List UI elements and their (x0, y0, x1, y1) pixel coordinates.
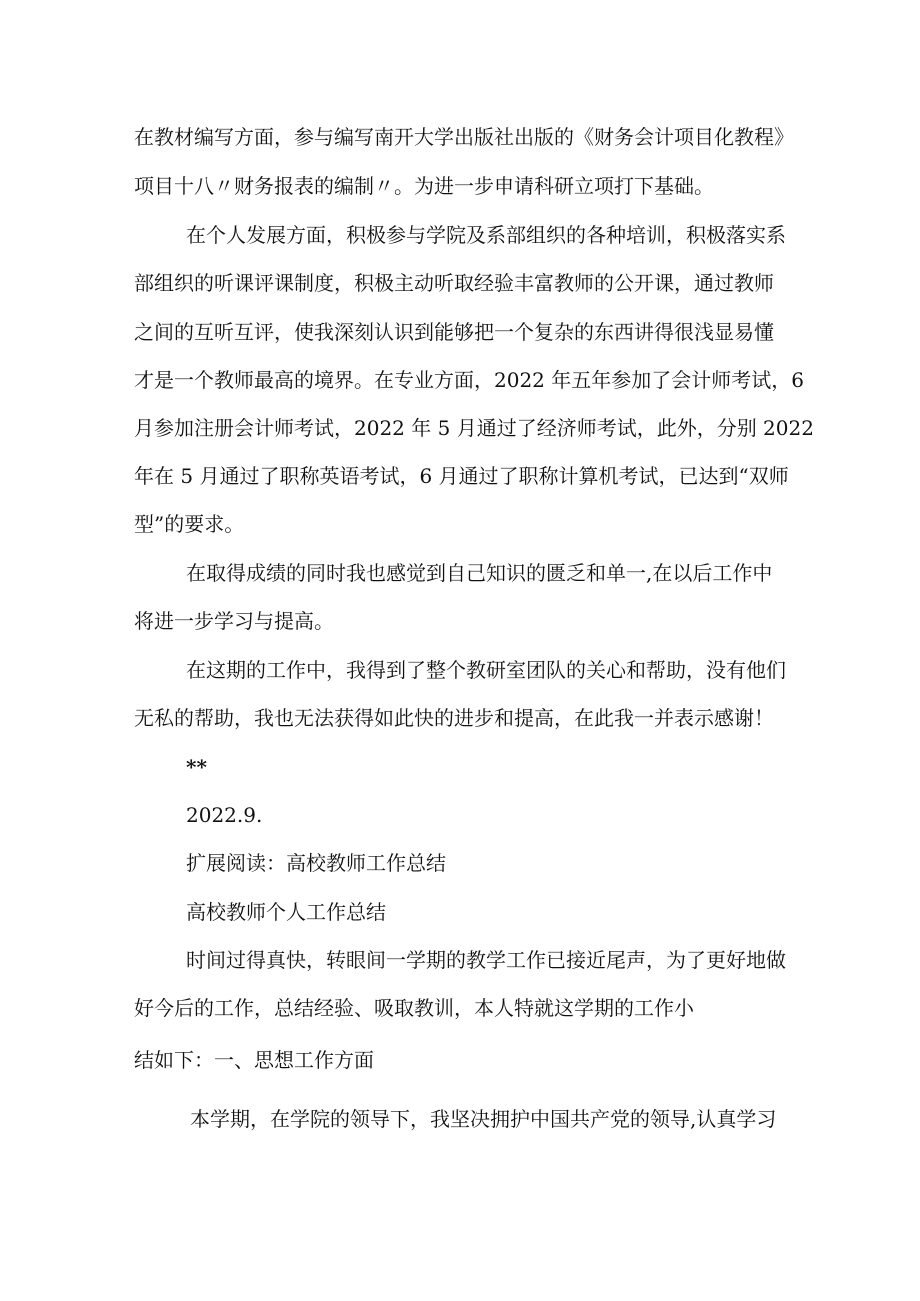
paragraph-1-line-1: 在教材编写方面，参与编写南开大学出版社出版的《财务会计项目化教程》 (134, 125, 794, 149)
signature: ** (186, 755, 207, 779)
paragraph-2-line-1: 在个人发展方面，积极参与学院及系部组织的各种培训，积极落实系 (186, 223, 786, 247)
paragraph-5-line-3: 结如下：一、思想工作方面 (134, 1048, 374, 1072)
paragraph-2-line-6: 年在 5 月通过了职称英语考试，6 月通过了职称计算机考试，已达到“双师 (134, 464, 789, 488)
paragraph-6-line-1: 本学期，在学院的领导下，我坚决拥护中国共产党的领导,认真学习 (190, 1107, 777, 1131)
paragraph-2-line-5: 月参加注册会计师考试，2022 年 5 月通过了经济师考试，此外，分别 2022 (134, 416, 814, 440)
paragraph-2-line-4: 才是一个教师最高的境界。在专业方面，2022 年五年参加了会计师考试，6 (134, 368, 804, 392)
paragraph-2-line-7: 型”的要求。 (134, 512, 245, 536)
paragraph-3-line-2: 将进一步学习与提高。 (134, 609, 334, 633)
extended-reading-heading: 扩展阅读：高校教师工作总结 (186, 851, 446, 875)
section-subtitle: 高校教师个人工作总结 (186, 900, 386, 924)
date: 2022.9. (186, 803, 263, 827)
paragraph-2-line-3: 之间的互听互评，使我深刻认识到能够把一个复杂的东西讲得很浅显易懂 (134, 320, 774, 344)
paragraph-3-line-1: 在取得成绩的同时我也感觉到自己知识的匮乏和单一,在以后工作中 (186, 561, 773, 585)
paragraph-1-line-2: 项目十八〃财务报表的编制〃。为进一步申请科研立项打下基础。 (134, 174, 714, 198)
paragraph-4-line-1: 在这期的工作中，我得到了整个教研室团队的关心和帮助，没有他们 (186, 658, 786, 682)
paragraph-2-line-2: 部组织的听课评课制度，积极主动听取经验丰富教师的公开课，通过教师 (134, 271, 774, 295)
paragraph-5-line-2: 好今后的工作，总结经验、吸取教训，本人特就这学期的工作小 (134, 996, 694, 1020)
paragraph-5-line-1: 时间过得真快，转眼间一学期的教学工作已接近尾声，为了更好地做 (186, 948, 786, 972)
paragraph-4-line-2: 无私的帮助，我也无法获得如此快的进步和提高，在此我一并表示感谢！ (134, 706, 774, 730)
